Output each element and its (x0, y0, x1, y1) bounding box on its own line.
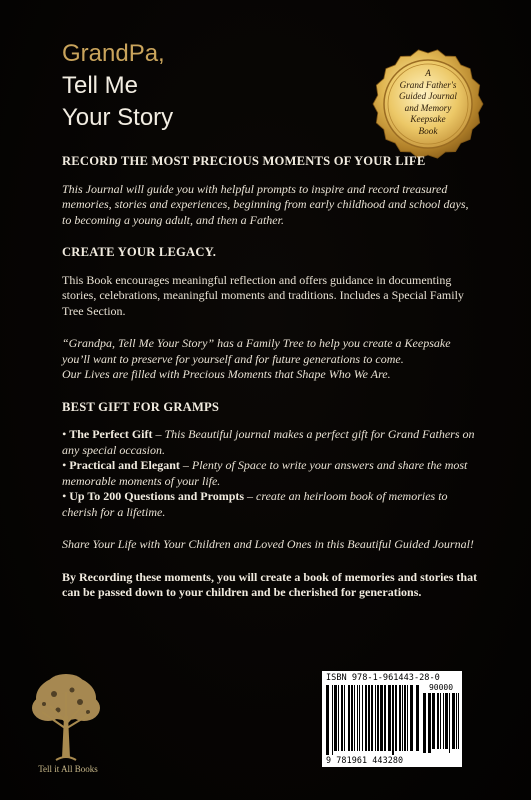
bullet-title: Up To 200 Questions and Prompts (69, 489, 245, 503)
heading-record-moments: RECORD THE MOST PRECIOUS MOMENTS OF YOUR LIFE (62, 154, 426, 168)
title-line-1: GrandPa, (62, 40, 165, 67)
bullet-questions-prompts: • Up To 200 Questions and Prompts – create an heirloom book of memories to cherish for a lifetime. (62, 489, 448, 519)
heading-best-gift: BEST GIFT FOR GRAMPS (62, 399, 220, 414)
barcode-addon-digits: 90000 (428, 683, 454, 692)
heading-create-legacy: CREATE YOUR LEGACY. (62, 245, 217, 259)
isbn-text: ISBN 978-1-961443-28-0 (326, 673, 440, 683)
bullet-title: The Perfect Gift (69, 427, 153, 441)
seal-line: A (425, 68, 431, 78)
title-line-2: Tell Me (62, 72, 139, 99)
gold-seal-badge (372, 48, 484, 160)
seal-line: Book (418, 125, 438, 136)
closing-paragraph: By Recording these moments, you will create a book of memories and stories that can be passed down to your children and be cherished for generations. (62, 569, 478, 599)
barcode-main-bars (326, 685, 420, 755)
barcode-addon-bars (423, 693, 459, 763)
publisher-name: Tell it All Books (38, 764, 98, 774)
seal-line: and Memory (404, 102, 452, 113)
seal-line: Keepsake (410, 114, 446, 125)
share-life-paragraph: Share Your Life with Your Children and Loved Ones in this Beautiful Guided Journal! (62, 537, 474, 551)
bullet-practical-elegant: • Practical and Elegant – Plenty of Space to write your answers and share the most memorable moments of your life. (62, 458, 468, 488)
legacy-paragraph: This Book encourages meaningful reflection and offers guidance in documenting stories, celebrations, meaningful moments and traditions. Includes a Special Family Tree Section. (62, 272, 464, 318)
seal-text (386, 68, 470, 140)
bullet-perfect-gift: • The Perfect Gift – This Beautiful journal makes a perfect gift for Grand Fathers on any special occasion. (62, 427, 475, 457)
seal-line: Guided Journal (399, 91, 457, 102)
tree-logo-icon (28, 672, 104, 764)
precious-moments-line: Our Lives are filled with Precious Moments that Shape Who We Are. (62, 367, 391, 381)
intro-paragraph: This Journal will guide you with helpful prompts to inspire and record treasured memories, stories and experiences, beginning from early childhood and school days, to becoming a young adult, and then a Father. (62, 181, 469, 227)
bullet-text: – create an heirloom book of memories to cherish for a lifetime. (62, 489, 448, 519)
bullet-text: – This Beautiful journal makes a perfect gift for Grand Fathers on any special occasion. (62, 427, 475, 457)
back-cover-description (62, 154, 478, 601)
bullet-text: – Plenty of Space to write your answers and share the most memorable moments of your life. (62, 458, 468, 488)
barcode-digits: 9 781961 443280 (326, 755, 404, 765)
family-tree-paragraph: “Grandpa, Tell Me Your Story” has a Family Tree to help you create a Keepsake you’ll want to preserve for yourself and for future generations to come. (62, 336, 451, 366)
book-title (62, 38, 322, 134)
bullet-title: Practical and Elegant (69, 458, 180, 472)
seal-line: Grand Father's (399, 79, 457, 90)
isbn-barcode (322, 671, 462, 767)
title-line-3: Your Story (62, 104, 174, 131)
